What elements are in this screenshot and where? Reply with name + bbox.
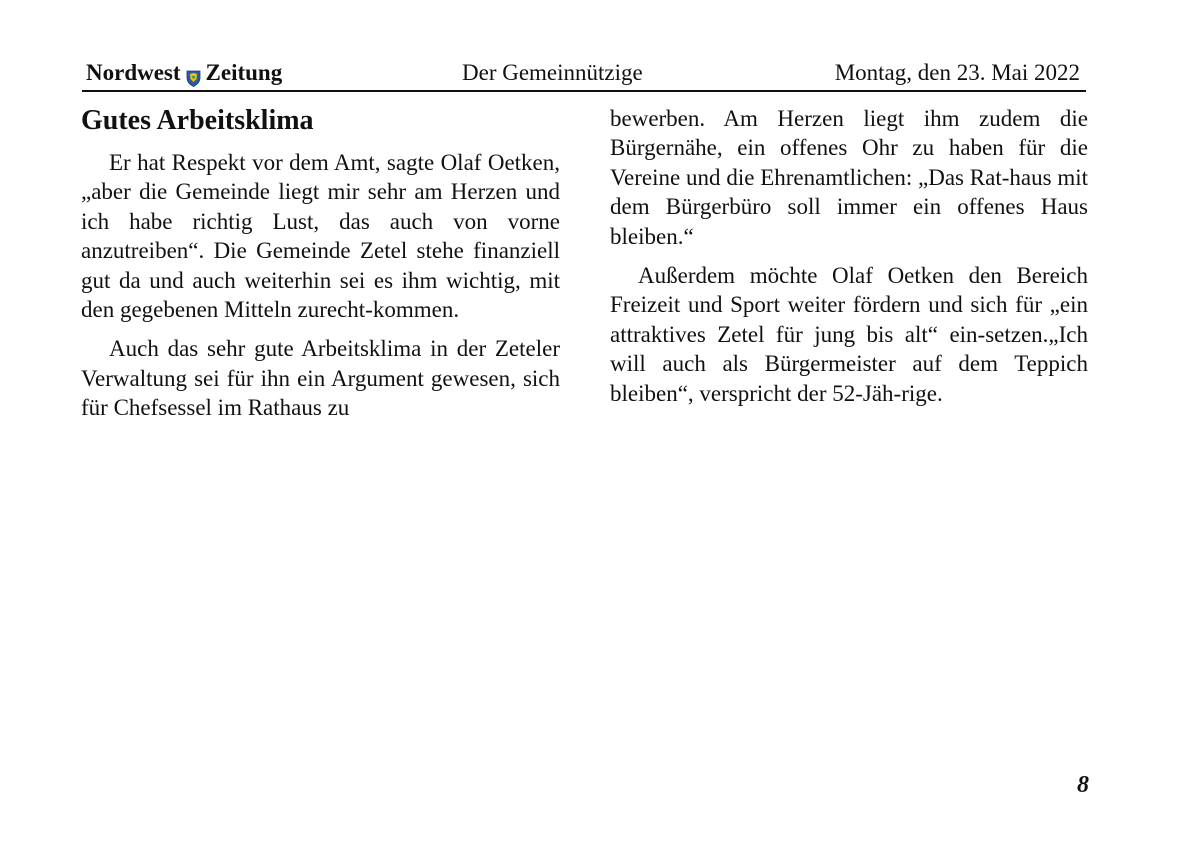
coat-of-arms-icon [186,65,201,82]
header-rule [82,90,1086,92]
page-header [86,58,1086,90]
brand-name-right: Zeitung [205,60,283,85]
article-paragraph: Er hat Respekt vor dem Amt, sagte Olaf Oetken, „aber die Gemeinde liegt mir sehr am Herzen und ich habe richtig Lust, das auch von vorne anzutreiben“. Die Gemeinde Zetel stehe finanziell gut da und auch weiterhin sei es ihm wichtig, mit den gegebenen Mitteln zurecht-kommen. [81,150,560,323]
article-paragraph: Außerdem möchte Olaf Oetken den Bereich Freizeit und Sport weiter fördern und sich für „ein attraktives Zetel für jung bis alt“ ein-setzen.„Ich will auch als Bürgermeister auf dem Teppich bleiben“, verspricht der 52-Jäh-rige. [610,263,1088,406]
article-column-left [81,104,560,423]
brand-name-left: Nordwest [86,60,181,85]
article-headline: Gutes Arbeitsklima [81,105,314,136]
issue-date: Montag, den 23. Mai 2022 [834,60,1080,85]
publication-title: Der Gemeinnützige [462,60,643,85]
newspaper-brand [86,58,282,88]
page-number: 8 [1077,772,1089,798]
article-paragraph: Auch das sehr gute Arbeitsklima in der Zeteler Verwaltung sei für ihn ein Argument gewesen, sich für Chefsessel im Rathaus zu [81,336,560,421]
article-paragraph-continued: bewerben. Am Herzen liegt ihm zudem die Bürgernähe, ein offenes Ohr zu haben für die Vereine und die Ehrenamtlichen: „Das Rat-haus mit dem Bürgerbüro soll immer ein offenes Haus bleiben.“ [610,106,1088,249]
article-column-right [610,104,1088,408]
